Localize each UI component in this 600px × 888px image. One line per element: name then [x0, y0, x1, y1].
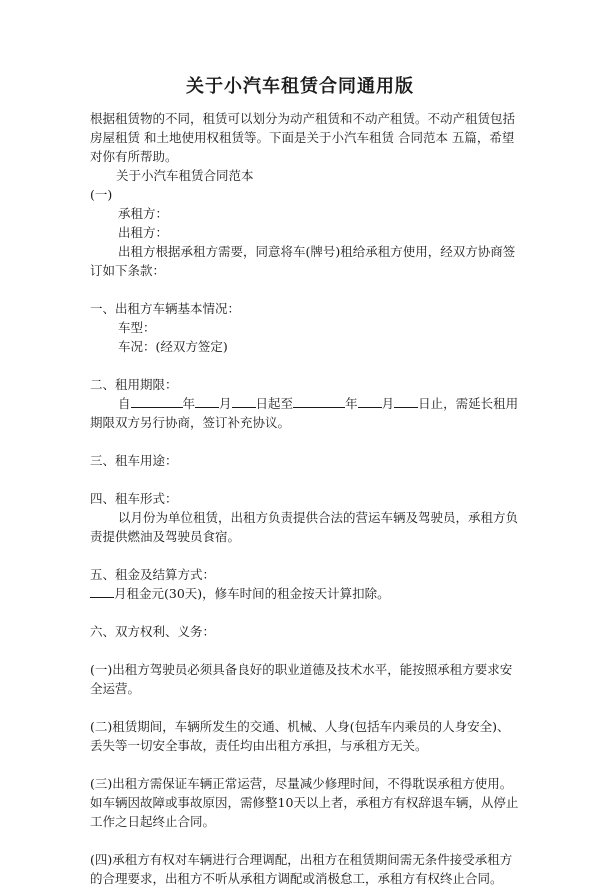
- document-body: [90, 109, 520, 888]
- period-month-2: 月: [381, 396, 395, 411]
- period-month-1: 月: [219, 396, 232, 411]
- section-2-heading: 二、租用期限：: [90, 377, 178, 392]
- vehicle-condition: 车况：(经双方签定): [118, 339, 228, 354]
- rent-settlement-paragraph: [90, 584, 520, 603]
- blank-start-month: [195, 395, 219, 408]
- part-marker: (一): [90, 187, 113, 202]
- section-1-heading: 一、出租方车辆基本情况：: [90, 301, 241, 316]
- lessor-label: 出租方：: [118, 225, 169, 240]
- clause-6-1: (一)出租方驾驶员必须具备良好的职业道德及技术水平，能按照承租方要求安全运营。: [90, 662, 513, 696]
- contract-subtitle: 关于小汽车租赁合同范本: [116, 168, 254, 183]
- rental-form-paragraph: 以月份为单位租赁，出租方负责提供合法的营运车辆及驾驶员，承租方负责提供燃油及驾驶员食宿。: [90, 510, 519, 544]
- intro-paragraph: 根据租赁物的不同，租赁可以划分为动产租赁和不动产租赁。不动产租赁包括房屋租赁 和土地使用权租赁等。下面是关于小汽车租赁 合同范本 五篇，希望对你有所帮助。: [90, 111, 516, 164]
- blank-start-year: [131, 395, 183, 408]
- period-from: 自: [118, 396, 131, 411]
- section-3-heading: 三、租车用途：: [90, 453, 178, 468]
- clause-6-3: (三)出租方需保证车辆正常运营，尽量减少修理时间，不得耽误承租方使用。如车辆因故障或事故原因，需修整10天以上者，承租方有权辞退车辆，从停止工作之日起终止合同。: [90, 776, 519, 829]
- lessee-label: 承租方：: [118, 206, 169, 221]
- period-day-2: 日止，需延长租用期限双方另行协商，签订补充协议。: [90, 396, 519, 430]
- rental-period-paragraph: [90, 394, 520, 432]
- vehicle-model: 车型：: [118, 320, 156, 335]
- rent-settlement-text: 月租金元(30天)，修车时间的租金按天计算扣除。: [114, 586, 390, 601]
- preamble-paragraph: 出租方根据承租方需要，同意将车(牌号)租给承租方使用，经双方协商签订如下条款：: [90, 244, 516, 278]
- blank-end-day: [394, 395, 418, 408]
- blank-end-month: [358, 395, 382, 408]
- clause-6-2: (二)租赁期间，车辆所发生的交通、机械、人身(包括车内乘员的人身安全)、丢失等一切安全事故，责任均由出租方承担，与承租方无关。: [90, 719, 510, 753]
- blank-start-day: [232, 395, 256, 408]
- section-4-heading: 四、租车形式：: [90, 491, 178, 506]
- blank-monthly-rent: [90, 585, 114, 598]
- section-5-heading: 五、租金及结算方式：: [90, 567, 216, 582]
- section-6-heading: 六、双方权利、义务：: [90, 624, 216, 639]
- blank-end-year: [293, 395, 345, 408]
- period-year-1: 年: [182, 396, 196, 411]
- document-title: 关于小汽车租赁合同通用版: [186, 76, 414, 97]
- period-year-2: 年: [345, 396, 358, 411]
- period-day-1: 日起至: [255, 396, 294, 411]
- clause-6-4: (四)承租方有权对车辆进行合理调配，出租方在租赁期间需无条件接受承租方的合理要求，出租方不听从承租方调配或消极怠工，承租方有权终止合同。: [90, 852, 513, 886]
